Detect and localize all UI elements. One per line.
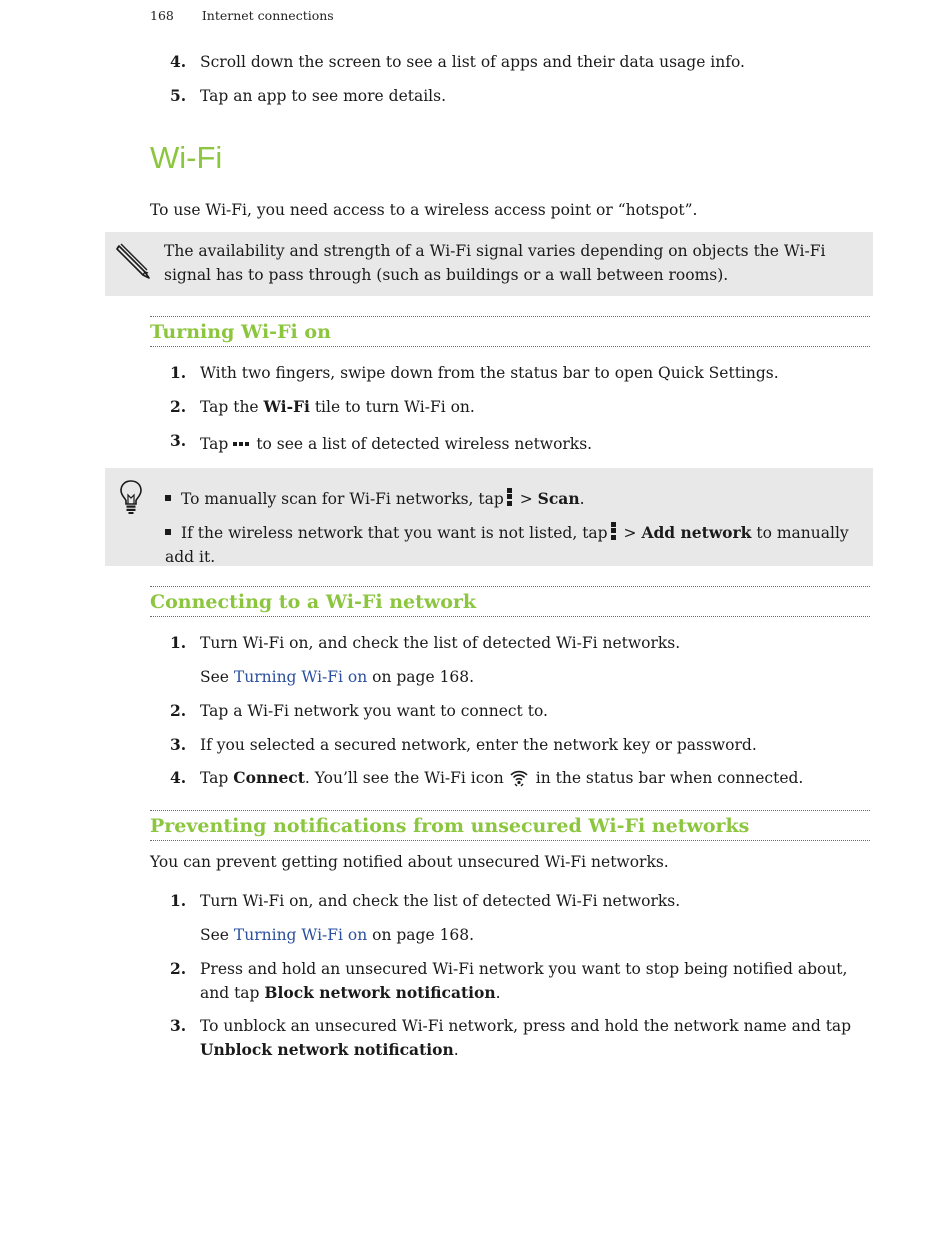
step-text: [200, 395, 870, 419]
chapter-name: Internet connections: [201, 8, 334, 23]
wifi-icon: [510, 769, 528, 794]
bullet-square: [165, 495, 171, 501]
list-item: [165, 521, 855, 569]
step-text: With two fingers, swipe down from the status bar to open Quick Settings.: [200, 364, 779, 382]
text-fragment: .: [579, 490, 585, 508]
step-number: 3.: [170, 735, 187, 754]
step-number: 2.: [170, 701, 187, 720]
note-callout: [105, 232, 873, 296]
ui-term: Scan: [537, 489, 580, 508]
step-number: 5.: [170, 86, 187, 105]
text-fragment: Tap the: [200, 398, 264, 416]
more-dots-icon: [233, 429, 251, 453]
step-text: Tap an app to see more details.: [200, 87, 447, 105]
text-fragment: .: [453, 1041, 459, 1059]
subsection-heading: [150, 810, 870, 841]
page-link[interactable]: Turning Wi-Fi on: [233, 926, 368, 944]
kebab-menu-icon: [611, 522, 616, 542]
ui-term: Unblock network notification: [200, 1040, 454, 1059]
page-number: 168: [150, 8, 174, 23]
step-number: 1.: [170, 633, 187, 652]
ui-term: Wi-Fi: [263, 397, 310, 416]
step-number: 1.: [170, 363, 187, 382]
step-number: 3.: [170, 1016, 187, 1035]
text-fragment: to see a list of detected wireless networks.: [256, 435, 593, 453]
subsection-title: Connecting to a Wi-Fi network: [150, 591, 477, 613]
step-text: Tap a Wi-Fi network you want to connect to.: [200, 702, 548, 720]
text-fragment: Tap: [200, 435, 229, 453]
cross-reference: [200, 665, 870, 689]
note-text: The availability and strength of a Wi-Fi signal varies depending on objects the Wi-Fi signal has to pass through (such as buildings or a wall between rooms).: [164, 242, 826, 284]
step-number: 2.: [170, 397, 187, 416]
ui-term: Block network notification: [264, 983, 496, 1002]
running-header: [150, 8, 334, 23]
text-fragment: tile to turn Wi-Fi on.: [309, 398, 475, 416]
list-item: [165, 487, 855, 511]
text-fragment: Press and hold an unsecured Wi-Fi network you want to stop being notified about, and tap: [200, 960, 848, 1002]
wifi-intro: To use Wi-Fi, you need access to a wireless access point or “hotspot”.: [150, 201, 698, 219]
step-number: 2.: [170, 959, 187, 978]
text-fragment: Tap: [200, 769, 234, 787]
step-number: 4.: [170, 52, 187, 71]
pencil-icon: [113, 240, 151, 284]
step-text: If you selected a secured network, enter the network key or password.: [200, 736, 757, 754]
subsection-title: Preventing notifications from unsecured Wi-Fi networks: [150, 815, 750, 837]
ui-term: Connect: [233, 768, 305, 787]
text-fragment: See: [200, 926, 234, 944]
subsection-heading: [150, 316, 870, 347]
step-number: 4.: [170, 768, 187, 787]
step-number: 1.: [170, 891, 187, 910]
step-text: [200, 1014, 870, 1062]
page-link[interactable]: Turning Wi-Fi on: [233, 668, 368, 686]
bullet-square: [165, 529, 171, 535]
lightbulb-icon: [119, 479, 143, 519]
tip-callout: [105, 468, 873, 566]
subsection-heading: [150, 586, 870, 617]
subsection-title: Turning Wi-Fi on: [150, 321, 331, 343]
text-fragment: to manually add it.: [165, 524, 849, 566]
step-text: Turn Wi-Fi on, and check the list of detected Wi-Fi networks.: [200, 634, 681, 652]
text-fragment: To unblock an unsecured Wi-Fi network, press and hold the network name and tap: [200, 1017, 852, 1035]
step-text: [200, 957, 870, 1005]
section-title: Wi-Fi: [150, 140, 223, 175]
text-fragment: >: [514, 490, 538, 508]
text-fragment: on page 168.: [367, 926, 475, 944]
text-fragment: See: [200, 668, 234, 686]
text-fragment: on page 168.: [367, 668, 475, 686]
step-text: Scroll down the screen to see a list of apps and their data usage info.: [200, 53, 745, 71]
text-fragment: To manually scan for Wi-Fi networks, tap: [181, 490, 504, 508]
text-fragment: If the wireless network that you want is not listed, tap: [181, 524, 608, 542]
step-number: 3.: [170, 431, 187, 450]
preventing-intro: You can prevent getting notified about unsecured Wi-Fi networks.: [150, 853, 669, 871]
text-fragment: . You’ll see the Wi-Fi icon: [304, 769, 504, 787]
step-text: [200, 766, 870, 794]
step-text: [200, 429, 870, 456]
ui-term: Add network: [641, 523, 752, 542]
cross-reference: [200, 923, 870, 947]
text-fragment: >: [618, 524, 642, 542]
text-fragment: .: [495, 984, 501, 1002]
kebab-menu-icon: [507, 488, 512, 508]
step-text: Turn Wi-Fi on, and check the list of detected Wi-Fi networks.: [200, 892, 681, 910]
text-fragment: in the status bar when connected.: [535, 769, 804, 787]
